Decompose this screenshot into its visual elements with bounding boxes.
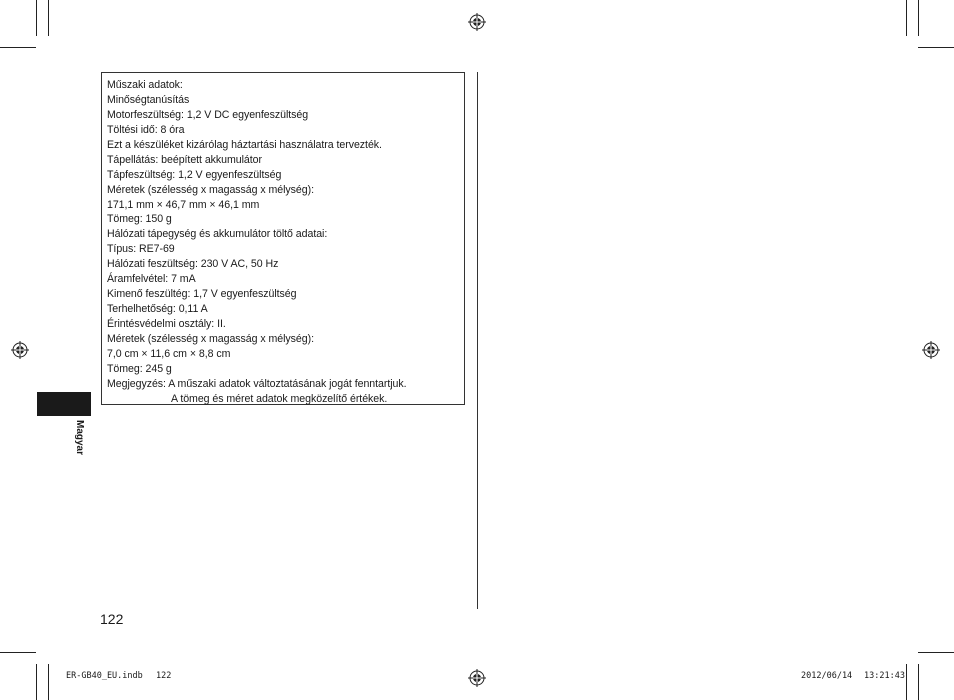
crop-mark — [0, 47, 36, 48]
spec-line: Ezt a készüléket kizárólag háztartási használatra tervezték. — [107, 138, 382, 151]
spec-line: Tápellátás: beépített akkumulátor — [107, 153, 262, 166]
crop-mark — [906, 664, 907, 700]
slug-page: 122 — [156, 671, 172, 681]
slug-date: 2012/06/14 — [801, 671, 853, 681]
registration-mark-icon — [922, 341, 940, 359]
crop-mark — [48, 0, 49, 36]
spec-line: Áramfelvétel: 7 mA — [107, 273, 196, 286]
spec-line: Minőségtanúsítás — [107, 93, 190, 106]
spec-line: Érintésvédelmi osztály: II. — [107, 318, 226, 330]
spec-line: 7,0 cm × 11,6 cm × 8,8 cm — [107, 347, 231, 360]
spec-line: Terhelhetőség: 0,11 A — [107, 303, 208, 316]
spec-note: Megjegyzés: A műszaki adatok változtatásának jogát fenntartjuk. — [107, 377, 407, 390]
spec-line: 171,1 mm × 46,7 mm × 46,1 mm — [107, 198, 260, 211]
spec-line: Típus: RE7-69 — [107, 243, 175, 256]
spec-line: Hálózati feszültség: 230 V AC, 50 Hz — [107, 258, 279, 271]
spec-line: Méretek (szélesség x magasság x mélység): — [107, 332, 314, 345]
specifications-box — [101, 72, 465, 405]
spec-line: Motorfeszültség: 1,2 V DC egyenfeszültség — [107, 108, 309, 121]
crop-mark — [36, 664, 37, 700]
spec-line: Töltési idő: 8 óra — [107, 123, 185, 136]
spec-line: Kimenő feszültég: 1,7 V egyenfeszültség — [107, 288, 297, 301]
spec-line: Tápfeszültség: 1,2 V egyenfeszültség — [107, 168, 282, 181]
page-number: 122 — [100, 611, 124, 627]
spec-heading: Műszaki adatok: — [107, 79, 183, 91]
crop-mark — [48, 664, 49, 700]
spec-line: Méretek (szélesség x magasság x mélység): — [107, 183, 314, 196]
spec-line: Hálózati tápegység és akkumulátor töltő adatai: — [107, 228, 328, 241]
spec-line: Tömeg: 245 g — [107, 362, 172, 375]
spec-note: A tömeg és méret adatok megközelítő értékek. — [171, 392, 388, 405]
slug-time: 13:21:43 — [864, 671, 905, 681]
crop-mark — [918, 47, 954, 48]
language-label: Magyar — [74, 420, 85, 456]
crop-mark — [918, 0, 919, 36]
crop-mark — [906, 0, 907, 36]
registration-mark-icon — [11, 341, 29, 359]
spec-line: Tömeg: 150 g — [107, 213, 172, 226]
registration-mark-icon — [468, 13, 486, 31]
crop-mark — [0, 652, 36, 653]
crop-mark — [918, 652, 954, 653]
crop-mark — [918, 664, 919, 700]
slug-filename: ER-GB40_EU.indb — [66, 671, 143, 681]
crop-mark — [36, 0, 37, 36]
column-divider — [477, 72, 478, 609]
registration-mark-icon — [468, 669, 486, 687]
language-tab — [37, 392, 91, 416]
